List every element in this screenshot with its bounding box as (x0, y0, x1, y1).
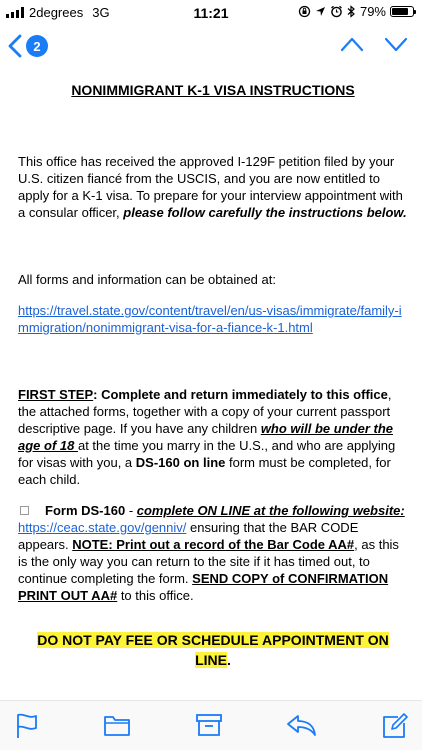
first-step-label: FIRST STEP (18, 387, 94, 402)
fee-warning (18, 630, 408, 670)
carrier-name: 2degrees (29, 5, 84, 20)
message-navigation (340, 36, 408, 52)
alarm-icon (330, 5, 343, 18)
archive-icon[interactable] (195, 713, 223, 737)
first-step-paragraph (18, 386, 408, 488)
ds160-text-3: to this office. (117, 588, 194, 603)
intro-emphasis: please follow carefully the instructions below. (123, 205, 407, 220)
ds160-note: NOTE: Print out a record of the Bar Code AA# (72, 537, 355, 552)
ds160-online-emphasis: complete ON LINE at the following website: (136, 503, 405, 518)
battery-percent: 79% (359, 4, 386, 19)
chevron-down-icon[interactable] (384, 36, 408, 52)
first-step-text-2: at the time you marry in the U.S., and who are applying for visas with you, a (18, 438, 396, 470)
document-title: NONIMMIGRANT K-1 VISA INSTRUCTIONS (71, 82, 355, 98)
fee-warning-line-2: LINE (195, 652, 227, 668)
message-body (18, 82, 408, 670)
rotation-lock-icon (298, 5, 311, 18)
unread-count-badge: 2 (26, 35, 48, 57)
network-type: 3G (92, 5, 110, 20)
battery-icon (390, 6, 414, 17)
ds160-paragraph (18, 502, 408, 604)
first-step-text-3: form must be completed, for each child. (18, 455, 391, 487)
mail-toolbar (0, 700, 422, 750)
ceac-link[interactable]: https://ceac.state.gov/genniv/ (18, 520, 187, 535)
forms-info-text: All forms and information can be obtained at: (18, 272, 276, 287)
intro-paragraph (18, 153, 408, 221)
chevron-up-icon[interactable] (340, 36, 364, 52)
checkbox-bullet-icon (20, 506, 29, 515)
compose-icon[interactable] (382, 713, 408, 739)
ds160-text-1: ensuring that the BAR CODE appears. (18, 520, 359, 552)
ds160-label: Form DS-160 (45, 503, 126, 518)
ds160-text-2: , as this is the only way you can return to the site if it has timed out, to continue completing the form. (18, 537, 399, 586)
back-button[interactable] (8, 34, 48, 58)
mail-nav-bar (0, 28, 422, 66)
first-step-age-emphasis: who will be under the age of 18 (18, 421, 393, 453)
clock: 11:21 (193, 5, 229, 21)
folder-icon[interactable] (103, 713, 131, 737)
first-step-return: return immediately to this office (190, 387, 388, 402)
chevron-left-icon (8, 34, 22, 58)
fee-warning-line-1: DO NOT PAY FEE OR SCHEDULE APPOINTMENT ON (37, 632, 389, 648)
status-indicators (298, 4, 414, 19)
fee-warning-period: . (227, 652, 231, 668)
status-bar (0, 0, 422, 26)
flag-icon[interactable] (16, 713, 38, 739)
forms-paragraph (18, 302, 408, 336)
ds160-dash: - (125, 503, 137, 518)
first-step-colon: : Complete and (93, 387, 191, 402)
reply-icon[interactable] (285, 713, 317, 737)
bluetooth-icon (347, 5, 356, 18)
intro-text: This office has received the approved I-129F petition filed by your U.S. citizen fiancé from the USCIS, and you are now entitled to apply for a K-1 visa. To prepare for your interview appointment with a consular officer, (18, 154, 403, 220)
location-icon (315, 6, 326, 17)
ds160-send-copy: SEND COPY of CONFIRMATION PRINT OUT AA# (18, 571, 389, 603)
first-step-ds160: DS-160 on line (135, 455, 226, 470)
fiance-visa-link[interactable]: https://travel.state.gov/content/travel/en/us-visas/immigrate/family-immigration/nonimmigrant-visa-for-a-fiance-k-1.html (18, 303, 402, 335)
first-step-text-1: , the attached forms, together with a copy of your current passport descriptive page. If you have any children (18, 387, 392, 436)
